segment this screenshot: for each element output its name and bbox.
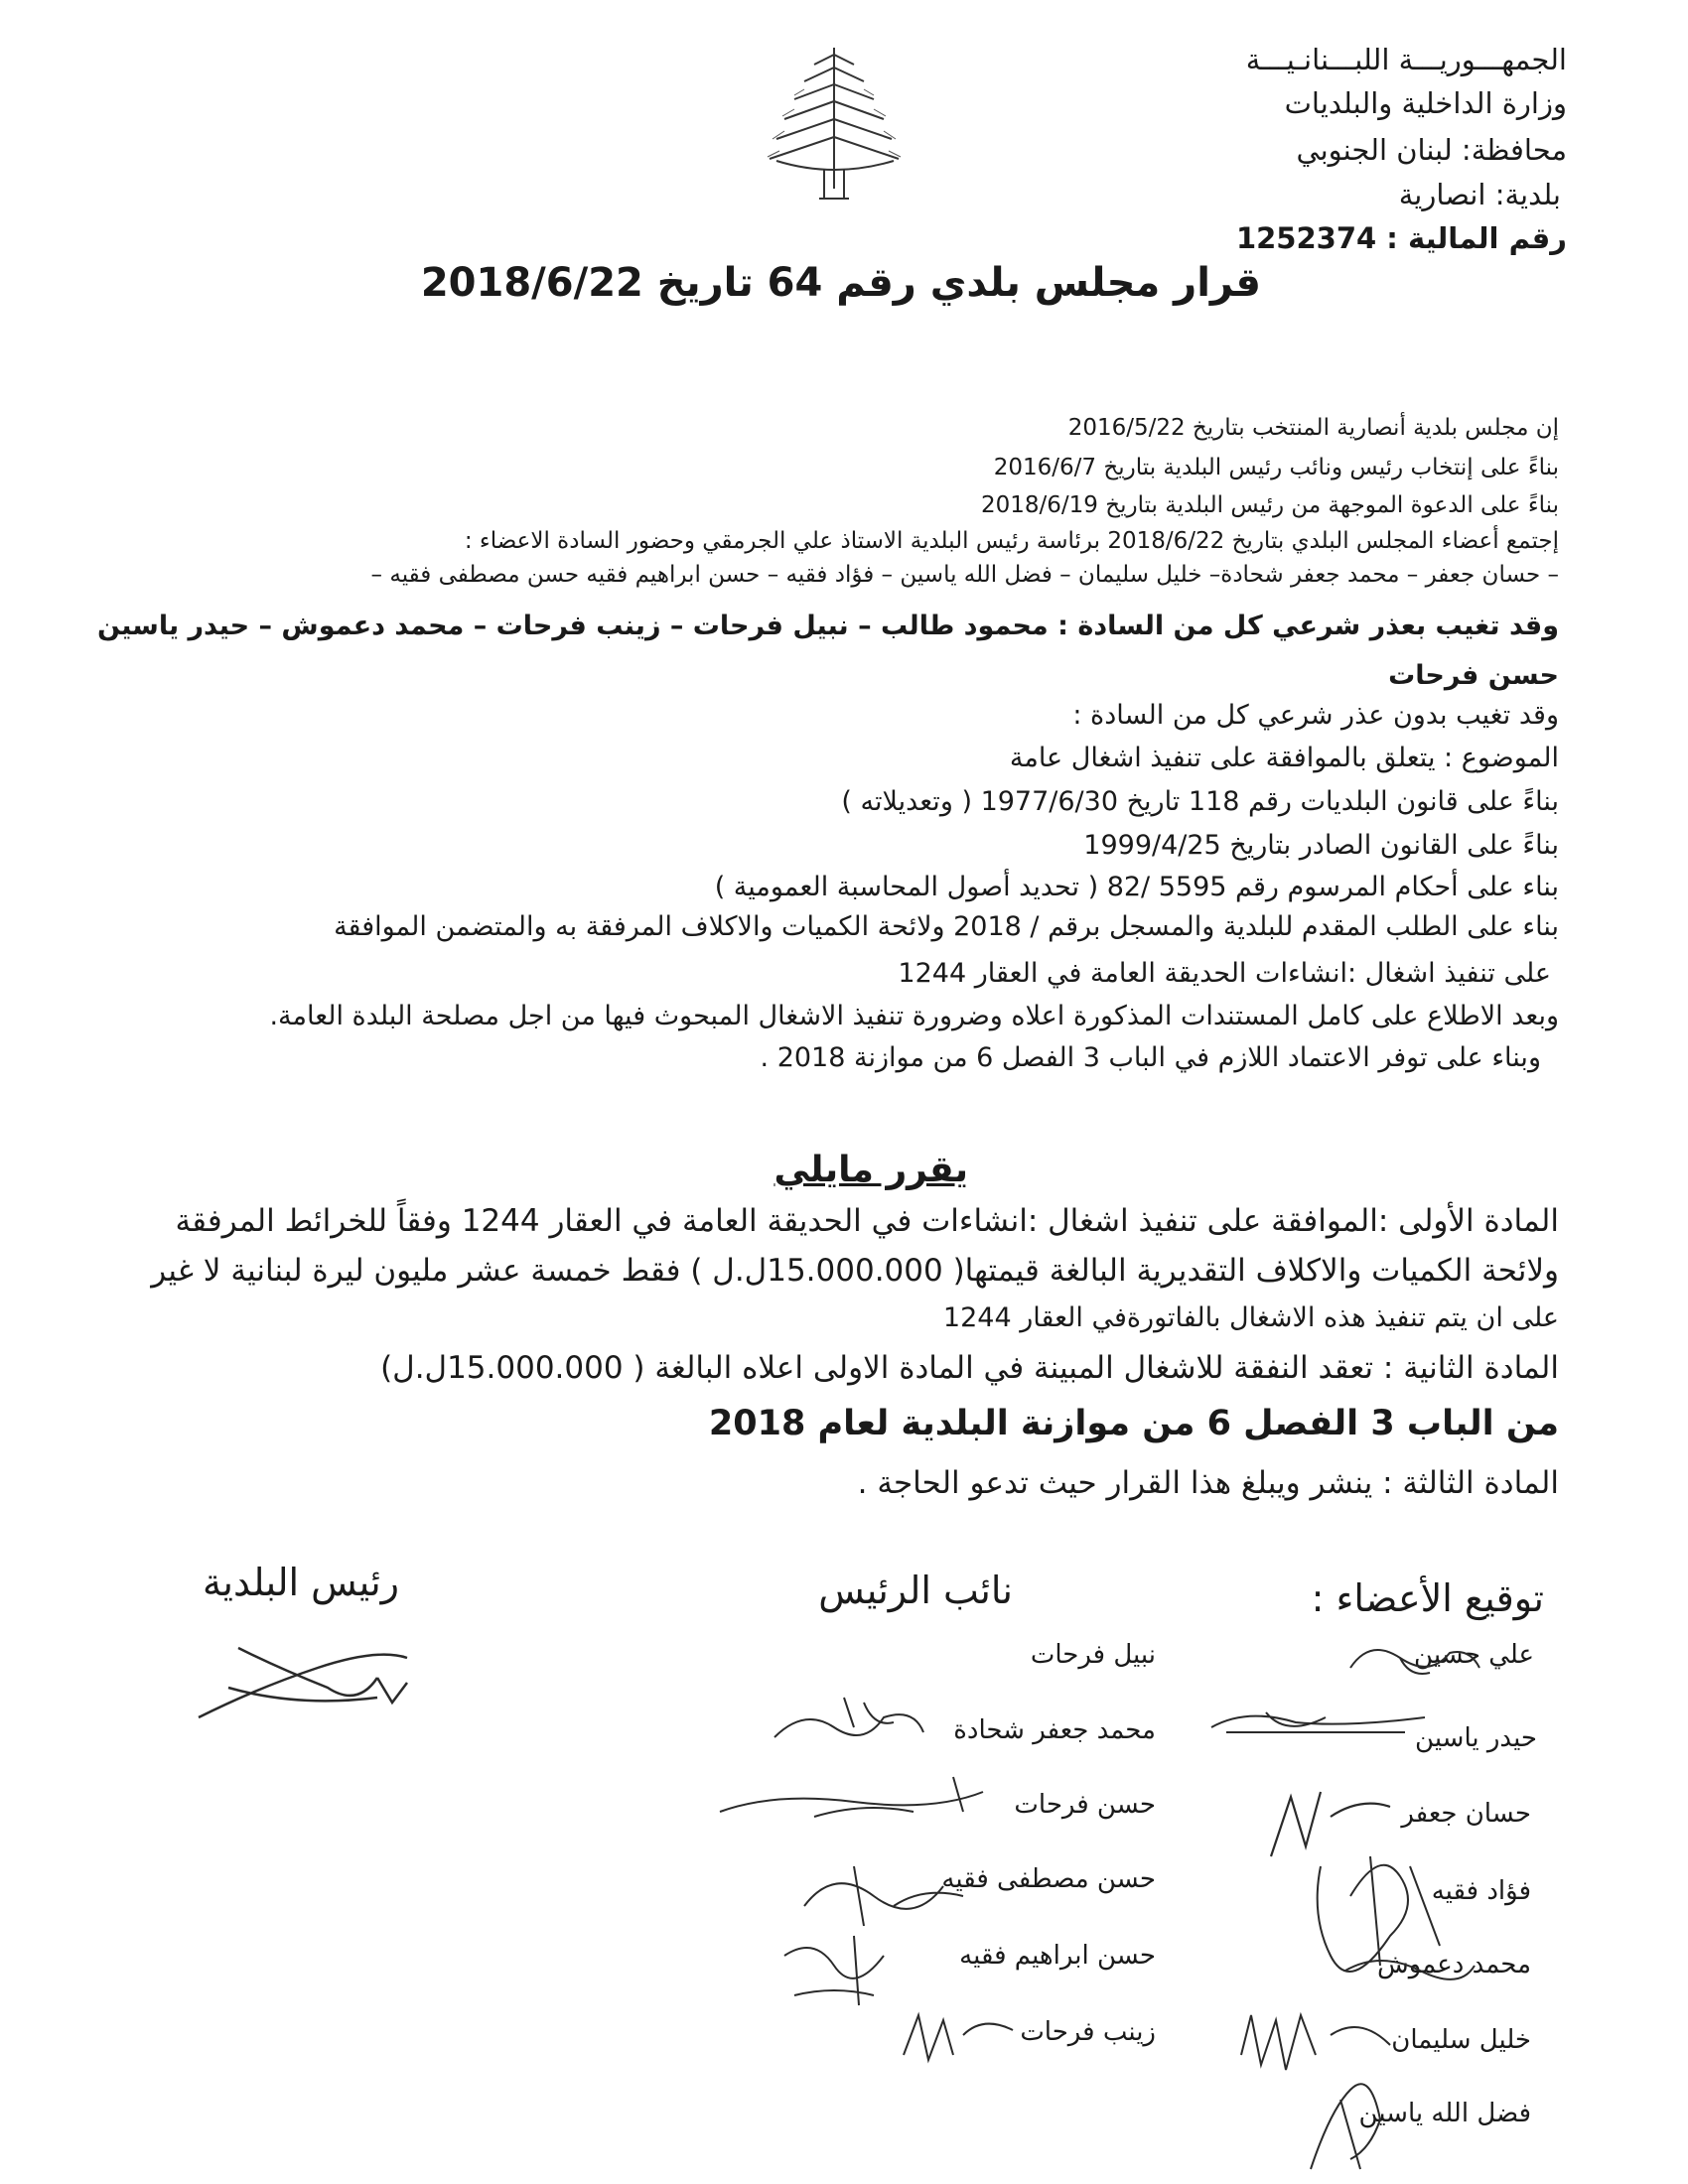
member-signature-name: زينب فرحات xyxy=(1020,2017,1156,2047)
header-governorate: محافظة: لبنان الجنوبي xyxy=(1296,133,1567,167)
decision-title: قرار مجلس بلدي رقم 64 تاريخ 2018/6/22 xyxy=(420,260,1261,306)
president-signature xyxy=(179,1628,417,1737)
member-signature xyxy=(715,1772,993,1832)
member-signature-name: فضل الله ياسين xyxy=(1358,2099,1531,2128)
member-signature-name: حيدر ياسين xyxy=(1415,1723,1537,1753)
article-1-line: ولائحة الكميات والاكلاف التقديرية البالغة قيمتها( 15.000.000ل.ل ) فقط خمسة عشر مليون ليرة لبنانية لا غير xyxy=(151,1253,1559,1289)
article-1-line: على ان يتم تنفيذ هذه الاشغال بالفاتورةفي العقار 1244 xyxy=(942,1302,1559,1333)
article-1-line: المادة الأولى :الموافقة على تنفيذ اشغال :انشاءات في الحديقة العامة في العقار 1244 وفقاً للخرائط المرفقة xyxy=(175,1203,1559,1239)
basis-line: بناء على أحكام المرسوم رقم 5595 /82 ( تحديد أصول المحاسبة العمومية ) xyxy=(714,872,1559,902)
header-ministry: وزارة الداخلية والبلديات xyxy=(1284,86,1567,120)
member-signature-name: حسن مصطفى فقيه xyxy=(941,1864,1156,1894)
member-signature-name: محمد دعموش xyxy=(1377,1950,1531,1979)
member-signature-name: حسن ابراهيم فقيه xyxy=(959,1941,1156,1971)
article-2-line: المادة الثانية : تعقد النفقة للاشغال المبينة في المادة الاولى اعلاه البالغة ( 15.000.000ل.ل) xyxy=(380,1350,1559,1386)
member-signature xyxy=(1340,1941,1479,1990)
basis-line: على تنفيذ اشغال :انشاءات الحديقة العامة في العقار 1244 xyxy=(898,958,1551,989)
member-signature xyxy=(894,1995,1023,2075)
article-2-line: من الباب 3 الفصل 6 من موازنة البلدية لعام 2018 xyxy=(708,1404,1559,1443)
member-signature xyxy=(794,1846,973,1936)
absent-excused-cont: حسن فرحات xyxy=(1388,660,1559,691)
intro-line: إن مجلس بلدية أنصارية المنتخب بتاريخ 2016/5/22 xyxy=(1067,415,1559,441)
member-signature xyxy=(1340,1628,1489,1688)
member-signature-name: نبيل فرحات xyxy=(1030,1640,1156,1670)
attendees-line: – حسان جعفر – محمد جعفر شحادة– خليل سليمان – فضل الله ياسين – فؤاد فقيه – حسن ابراهيم فقيه حسن مصطفى فقيه – xyxy=(370,562,1559,588)
intro-line: بناءً على إنتخاب رئيس ونائب رئيس البلدية بتاريخ 2016/6/7 xyxy=(993,455,1559,480)
basis-line: وبناء على توفر الاعتماد اللازم في الباب 3 الفصل 6 من موازنة 2018 . xyxy=(760,1042,1541,1073)
absent-unexcused: وقد تغيب بدون عذر شرعي كل من السادة : xyxy=(1072,700,1559,731)
basis-line: بناء على الطلب المقدم للبلدية والمسجل برقم / 2018 ولائحة الكميات والاكلاف المرفقة به والمتضمن الموافقة xyxy=(334,911,1559,942)
subject-line: الموضوع : يتعلق بالموافقة على تنفيذ اشغال عامة xyxy=(1009,743,1559,773)
intro-line: إجتمع أعضاء المجلس البلدي بتاريخ 2018/6/22 برئاسة رئيس البلدية الاستاذ علي الجرمقي وحضور السادة الاعضاء : xyxy=(464,528,1559,554)
header-fiscal-number: رقم المالية : 1252374 xyxy=(1235,221,1567,255)
member-signature-name: علي حسين xyxy=(1414,1640,1534,1670)
decides-heading: يقرر مايلي xyxy=(774,1150,968,1190)
basis-line: بناءً على القانون الصادر بتاريخ 1999/4/25 xyxy=(1083,830,1559,861)
member-signature xyxy=(765,1688,933,1767)
member-signature-name: محمد جعفر شحادة xyxy=(953,1715,1156,1745)
members-signature-heading: توقيع الأعضاء : xyxy=(1311,1576,1544,1620)
member-signature xyxy=(1291,2070,1400,2179)
intro-line: بناءً على الدعوة الموجهة من رئيس البلدية بتاريخ 2018/6/19 xyxy=(980,492,1559,518)
basis-line: بناءً على قانون البلديات رقم 118 تاريخ 1977/6/30 ( وتعديلاته ) xyxy=(841,786,1559,817)
president-heading: رئيس البلدية xyxy=(203,1561,399,1604)
vice-president-heading: نائب الرئيس xyxy=(818,1569,1013,1612)
member-signature-name: خليل سليمان xyxy=(1391,2025,1531,2055)
basis-line: وبعد الاطلاع على كامل المستندات المذكورة اعلاه وضرورة تنفيذ الاشغال المبحوث فيها من اجل مصلحة البلدة العامة. xyxy=(269,1001,1559,1031)
header-municipality: بلدية: انصارية xyxy=(1398,178,1561,211)
article-3-line: المادة الثالثة : ينشر ويبلغ هذا القرار حيث تدعو الحاجة . xyxy=(857,1465,1559,1501)
absent-excused: وقد تغيب بعذر شرعي كل من السادة : محمود طالب – نبيل فرحات – زينب فرحات – محمد دعموش – حيدر ياسين xyxy=(96,611,1559,641)
member-signature-name: فؤاد فقيه xyxy=(1431,1876,1531,1906)
member-signature-name: حسان جعفر xyxy=(1401,1799,1531,1829)
cedar-tree-emblem-icon xyxy=(755,40,914,208)
header-republic: الجمهـــوريـــة اللبـــنانـيـــة xyxy=(1245,43,1567,76)
member-signature-name: حسن فرحات xyxy=(1014,1790,1156,1820)
member-signature xyxy=(1206,1698,1435,1747)
